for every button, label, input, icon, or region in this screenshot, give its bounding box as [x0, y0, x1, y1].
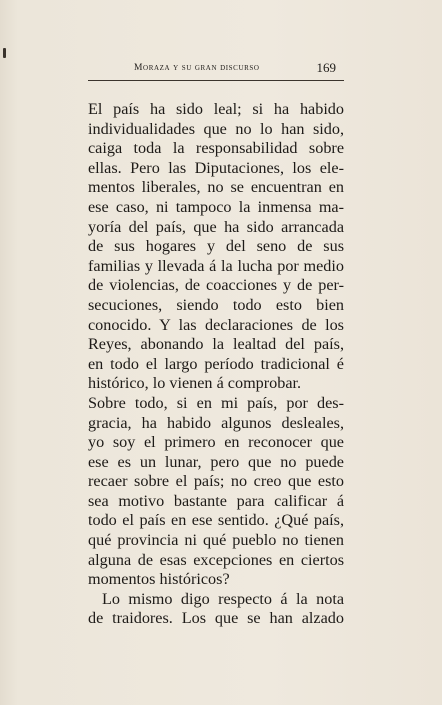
text-line: El país ha sido leal; si ha habido — [88, 100, 344, 118]
header-rule — [88, 80, 344, 81]
text-line: Reyes, abonando la lealtad del país, — [88, 335, 344, 354]
body-text — [88, 100, 344, 629]
text-line: en todo el largo período tradicional é — [88, 354, 344, 373]
text-line: ellas. Pero las Diputaciones, los ele- — [88, 158, 344, 177]
text-line: sea motivo bastante para calificar á — [88, 491, 344, 510]
text-line: de sus hogares y del seno de sus — [88, 237, 344, 256]
text-line: familias y llevada á la lucha por medio — [88, 256, 344, 275]
text-line: todo el país en ese sentido. ¿Qué país, — [88, 511, 344, 530]
text-line: secuciones, siendo todo esto bien — [88, 295, 344, 314]
page-number: 169 — [316, 60, 336, 75]
text-line: gracia, ha habido algunos desleales, — [88, 413, 344, 432]
text-line: yoría del país, que ha sido arrancada — [88, 217, 344, 236]
text-line: momentos históricos? — [88, 570, 230, 589]
text-line: yo soy el primero en reconocer que — [88, 433, 344, 452]
text-line: de violencias, de coacciones y de per- — [88, 276, 344, 295]
text-line: ese caso, ni tampoco la inmensa ma- — [88, 197, 344, 216]
text-line: individualidades que no lo han sido, — [88, 119, 344, 138]
text-line: ese es un lunar, pero que no puede — [88, 452, 344, 471]
text-line: alguna de esas excepciones en ciertos — [88, 550, 344, 569]
text-line: recaer sobre el país; no creo que esto — [88, 472, 344, 491]
text-line: de traidores. Los que se han alzado — [88, 609, 344, 628]
text-line: conocido. Y las declaraciones de los — [88, 315, 344, 334]
text-line: histórico, lo vienen á comprobar. — [88, 374, 302, 393]
text-line: Lo mismo digo respecto á la nota — [102, 589, 344, 608]
binding-mark — [3, 48, 6, 58]
text-line: mentos liberales, no se encuentran en — [88, 178, 344, 197]
running-head — [88, 60, 344, 78]
text-line: Sobre todo, si en mi país, por des- — [88, 393, 344, 412]
running-title: Moraza y su gran discurso — [134, 63, 260, 73]
text-line: caiga toda la responsabilidad sobre — [88, 139, 344, 158]
text-line: qué provincia ni qué pueblo no tienen — [88, 531, 344, 550]
